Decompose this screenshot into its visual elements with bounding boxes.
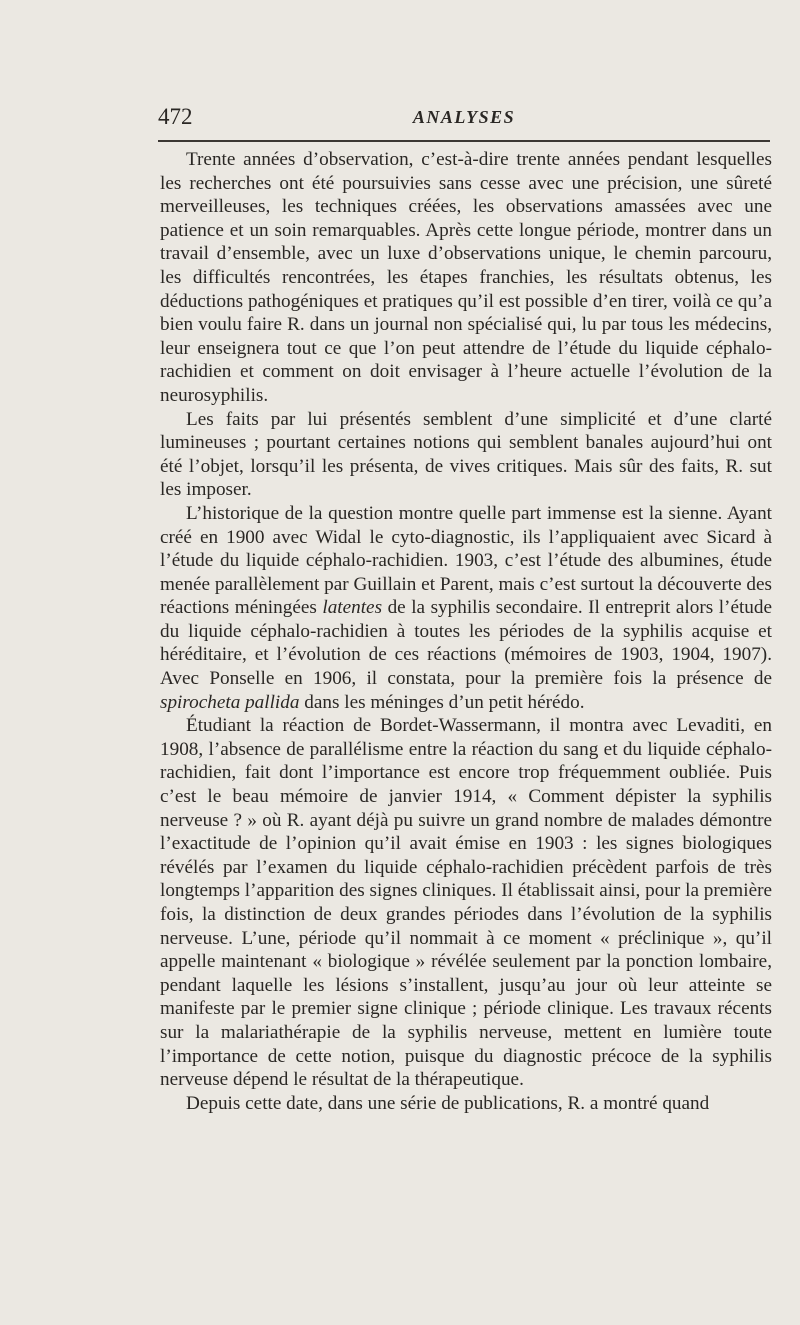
header-rule — [158, 140, 770, 142]
paragraph — [160, 502, 772, 714]
page-header — [158, 104, 770, 134]
paragraph-text: L’historique de la question montre quelle part immense est la sienne. Ayant créé en 1900 avec Widal le cyto-diagnostic, ils l’appliquaient avec Sicard à l’étude du liquide céphalo-rachidien. 1903, c’est l’étude des albumines, étude menée parallèlement par Guillain et Parent, mais c’est surtout la découverte des réactions méningées — [160, 502, 772, 619]
paragraph: Trente années d’observation, c’est-à-dire trente années pendant lesquelles les recherches ont été poursuivies sans cesse avec une précision, une sûreté merveilleuses, les techniques créées, les observations amassées avec une patience et un soin remarquables. Après cette longue période, montrer dans un travail d’ensemble, avec un luxe d’observations unique, le chemin parcouru, les difficultés rencontrées, les étapes franchies, les résultats obtenus, les déductions pathogéniques et pratiques qu’il est possible d’en tirer, voilà ce qu’a bien voulu faire R. dans un journal non spécialisé qui, lu par tous les médecins, leur enseignera tout ce que l’on peut attendre de l’étude du liquide céphalo-rachidien et comment on doit envisager à l’heure actuelle l’évolution de la neurosyphilis. — [160, 149, 772, 406]
paragraph-text: de la syphilis secondaire. Il entreprit alors l’étude du liquide céphalo-rachidien à toutes les périodes de la syphilis acquise et héréditaire, et l’évolution de ces réactions (mémoires de 1903, 1904, 1907). Avec Ponselle en 1906, il constata, pour la première fois la présence de — [160, 597, 772, 690]
paragraph: Depuis cette date, dans une série de publications, R. a montré quand — [186, 1092, 710, 1114]
italic-term: spirocheta pallida — [160, 691, 300, 713]
paragraph: Étudiant la réaction de Bordet-Wassermann, il montra avec Levaditi, en 1908, l’absence de parallélisme entre la réaction du sang et du liquide céphalo-rachidien, fait dont l’importance est encore trop fréquemment oubliée. Puis c’est le beau mémoire de janvier 1914, « Comment dépister la syphilis nerveuse ? » où R. ayant déjà pu suivre un grand nombre de malades démontre l’exactitude de l’opinion qu’il avait émise en 1903 : les signes biologiques révélés par l’examen du liquide céphalo-rachidien précèdent parfois de très longtemps l’apparition des signes cliniques. Il établissait ainsi, pour la première fois, la distinction de deux grandes périodes dans l’évolution de la syphilis nerveuse. L’une, période qu’il nommait à ce moment « préclinique », qu’il appelle maintenant « biologique » révélée seulement par la ponction lombaire, pendant laquelle les lésions s’installent, jusqu’au jour où leur atteinte se manifeste par le premier signe clinique ; période clinique. Les travaux récents sur la malariathérapie de la syphilis nerveuse, mettent en lumière toute l’importance de cette notion, puisque du diagnostic précoce de la syphilis nerveuse dépend le résultat de la thérapeutique. — [160, 715, 772, 1091]
running-title: ANALYSES — [412, 107, 516, 127]
page-number: 472 — [158, 104, 193, 129]
paragraph-text: dans les méninges d’un petit hérédo. — [299, 691, 585, 713]
paragraph: Les faits par lui présentés semblent d’une simplicité et d’une clarté lumineuses ; pourtant certaines notions qui semblent banales aujourd’hui ont été l’objet, lorsqu’il les présenta, de vives critiques. Mais sûr des faits, R. sut les imposer. — [160, 408, 772, 501]
italic-term: latentes — [322, 597, 383, 619]
body-text — [160, 148, 772, 1115]
